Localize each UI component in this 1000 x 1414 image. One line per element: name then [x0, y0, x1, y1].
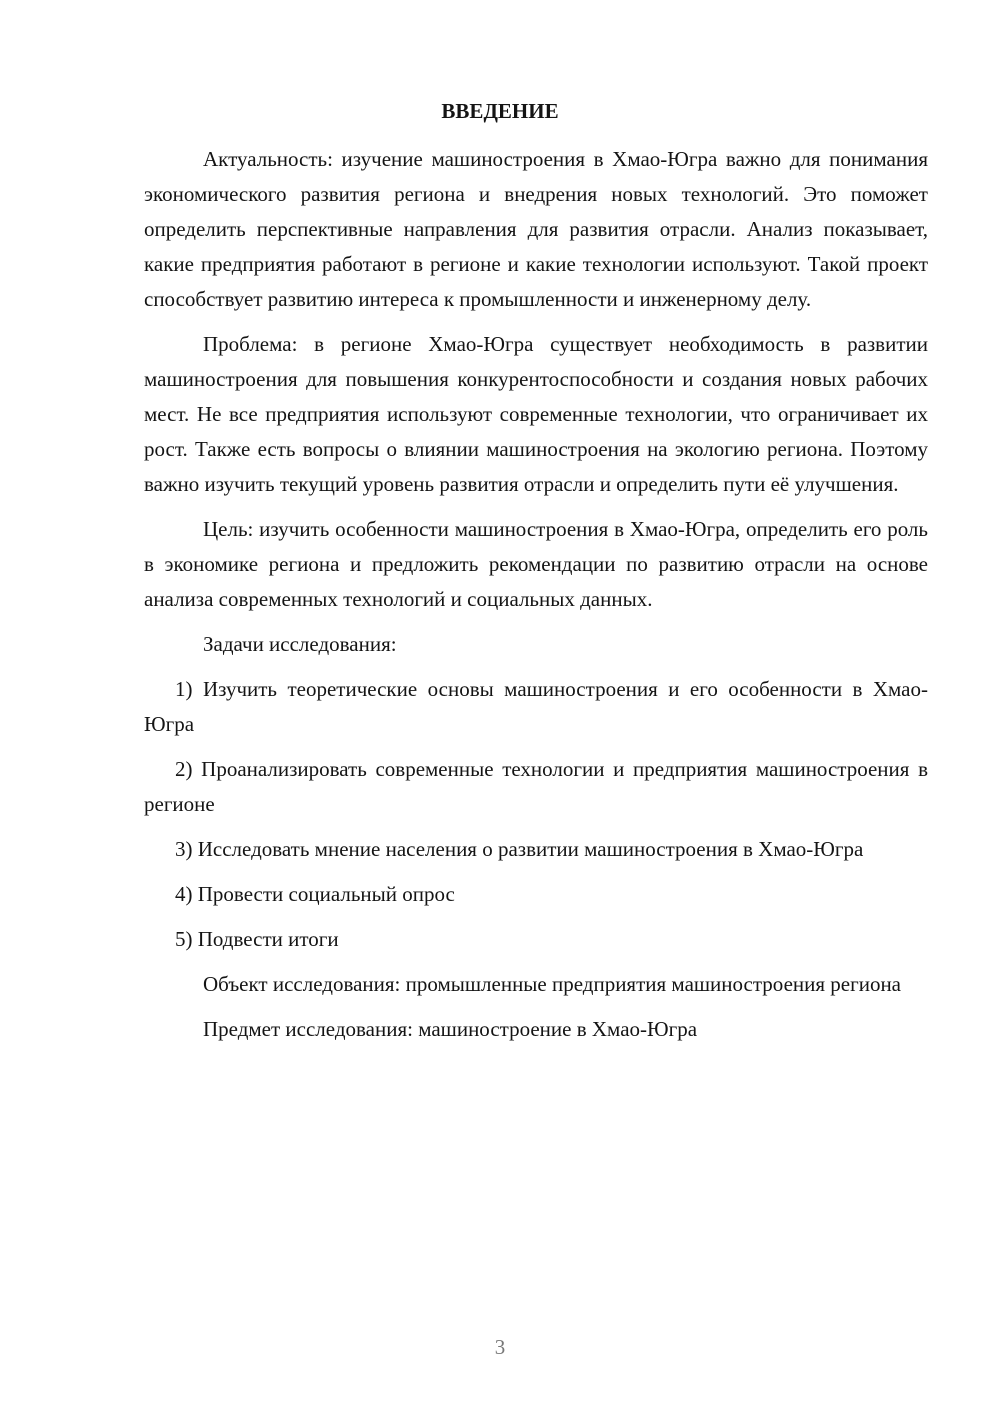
task-item: 5) Подвести итоги	[175, 927, 339, 951]
relevance-paragraph: Актуальность: изучение машиностроения в Хмао-Югра важно для понимания экономического развития региона и внедрения новых технологий. Это поможет определить перспективные направления для развития отрасли. Анализ показывает, какие предприятия работают в регионе и какие технологии используют. Такой проект способствует развитию интереса к промышленности и инженерному делу.	[144, 147, 928, 311]
document-body	[144, 142, 928, 1057]
page-title: ВВЕДЕНИЕ	[441, 99, 559, 123]
object-paragraph: Объект исследования: промышленные предприятия машиностроения региона	[203, 972, 902, 996]
task-item: 1) Изучить теоретические основы машиностроения и его особенности в Хмао-Югра	[144, 677, 928, 736]
task-item: 4) Провести социальный опрос	[175, 882, 455, 906]
problem-paragraph: Проблема: в регионе Хмао-Югра существует необходимость в развитии машиностроения для повышения конкурентоспособности и создания новых рабочих мест. Не все предприятия используют современные технологии, что ограничивает их рост. Также есть вопросы о влиянии машиностроения на экологию региона. Поэтому важно изучить текущий уровень развития отрасли и определить пути её улучшения.	[144, 332, 928, 496]
subject-paragraph: Предмет исследования: машиностроение в Хмао-Югра	[203, 1017, 698, 1041]
tasks-heading: Задачи исследования:	[203, 632, 397, 656]
task-item: 3) Исследовать мнение населения о развитии машиностроения в Хмао-Югра	[175, 837, 864, 861]
page-number: 3	[494, 1335, 506, 1359]
goal-paragraph: Цель: изучить особенности машиностроения в Хмао-Югра, определить его роль в экономике региона и предложить рекомендации по развитию отрасли на основе анализа современных технологий и социальных данных.	[144, 517, 928, 611]
task-item: 2) Проанализировать современные технологии и предприятия машиностроения в регионе	[144, 757, 928, 816]
